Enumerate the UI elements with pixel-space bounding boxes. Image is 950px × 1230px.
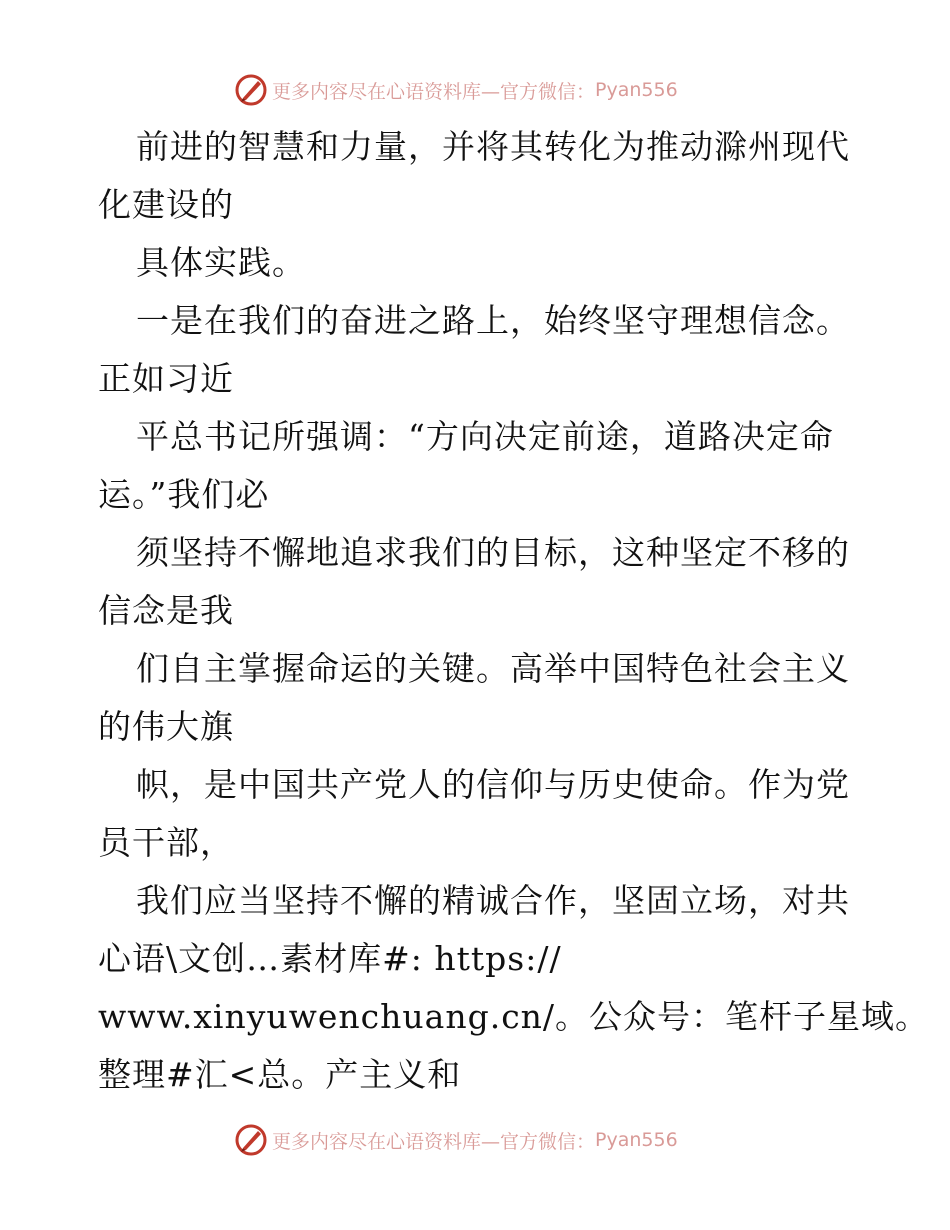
- text-line: 具体实践。: [136, 243, 306, 282]
- footer-watermark: [234, 1122, 678, 1158]
- text-line: 员干部，: [98, 823, 234, 862]
- text-line: 的伟大旗: [98, 707, 234, 746]
- footer-watermark-wechat-id: Pyan556: [595, 1129, 678, 1151]
- text-line: 化建设的: [98, 185, 234, 224]
- text-line: 信念是我: [98, 591, 234, 630]
- text-line: 整理#汇<总。产主义和: [98, 1055, 462, 1094]
- footer-watermark-text: 更多内容尽在心语资料库—官方微信：: [272, 1130, 596, 1153]
- text-line: 一是在我们的奋进之路上，始终坚守理想信念。: [136, 301, 850, 340]
- text-line: 正如习近: [98, 359, 234, 398]
- header-watermark-wechat-id: Pyan556: [595, 79, 678, 101]
- text-line: 心语\文创…素材库#: https://: [98, 939, 562, 978]
- text-line: 们自主掌握命运的关键。高举中国特色社会主义: [136, 649, 850, 688]
- text-line: www.xinyuwenchuang.cn/。公众号：笔杆子星域。: [98, 997, 930, 1036]
- text-line: 前进的智慧和力量，并将其转化为推动滁州现代: [136, 127, 850, 166]
- document-body: [98, 118, 930, 1104]
- pen-logo-icon: [234, 73, 268, 107]
- header-watermark: [234, 72, 678, 108]
- text-line: 我们应当坚持不懈的精诚合作，坚固立场，对共: [136, 881, 850, 920]
- header-watermark-text: 更多内容尽在心语资料库—官方微信：: [272, 80, 596, 103]
- pen-logo-icon: [234, 1123, 268, 1157]
- text-line: 帜，是中国共产党人的信仰与历史使命。作为党: [136, 765, 850, 804]
- text-line: 运。”我们必: [98, 475, 270, 514]
- text-line: 须坚持不懈地追求我们的目标，这种坚定不移的: [136, 533, 850, 572]
- text-line: 平总书记所强调：“方向决定前途，道路决定命: [136, 417, 834, 456]
